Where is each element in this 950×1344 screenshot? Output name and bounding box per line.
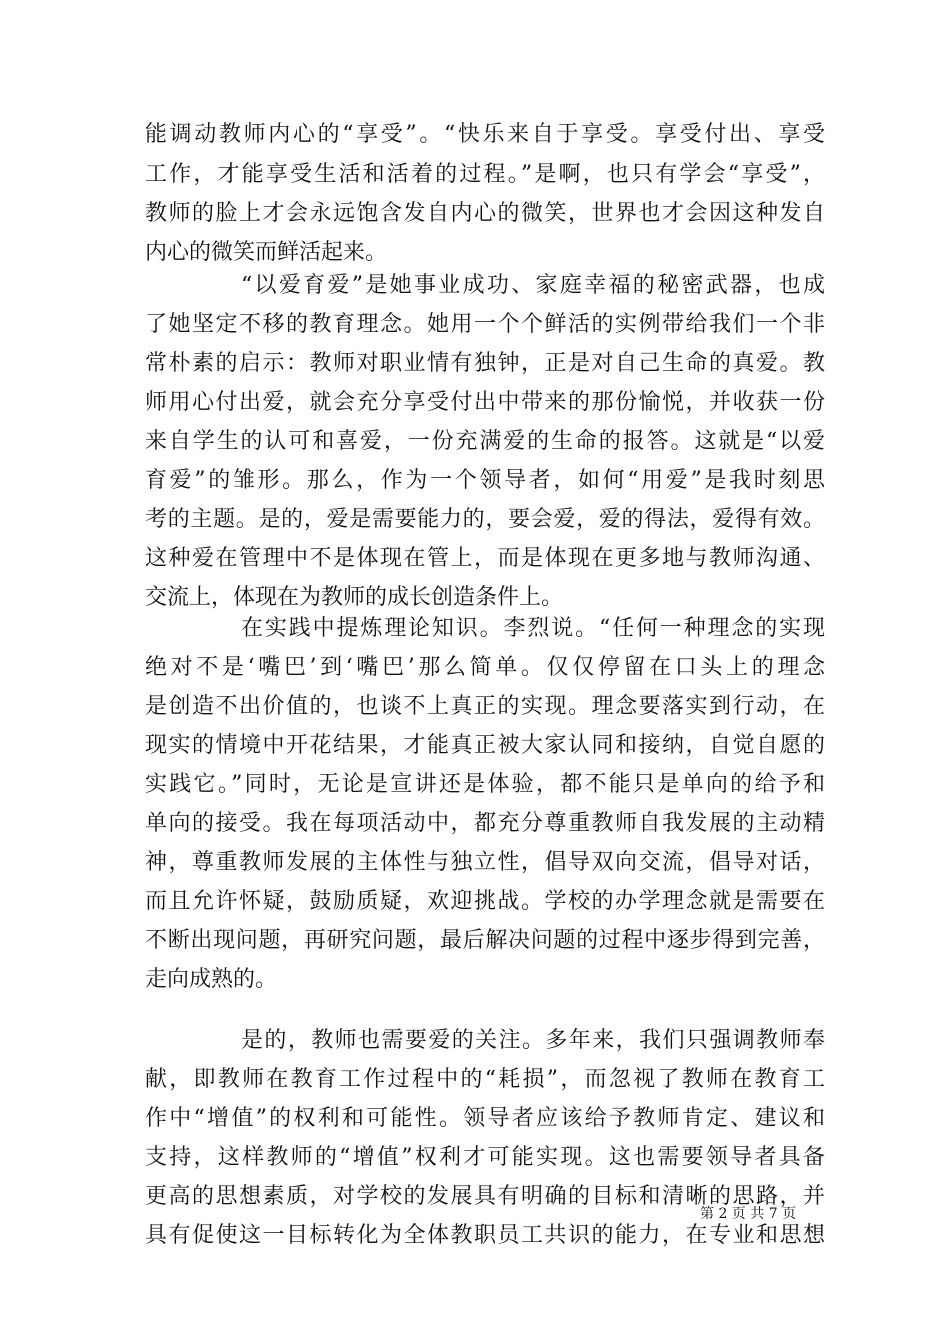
text-line: 献，即教师在教育工作过程中的“耗损”，而忽视了教师在教育工	[145, 1067, 825, 1092]
text-line: 内心的微笑而鲜活起来。	[145, 240, 388, 265]
text-line: 是创造不出价值的，也谈不上真正的实现。理念要落实到行动，在	[145, 694, 825, 719]
text-line: 工作，才能享受生活和活着的过程。”是啊，也只有学会“享受”，	[145, 162, 825, 187]
page-number: 第 2 页 共 7 页	[700, 1206, 797, 1222]
text-line: 具有促使这一目标转化为全体教职员工共识的能力，在专业和思想	[145, 1223, 825, 1248]
text-line: 实践它。”同时，无论是宣讲还是体验，都不能只是单向的给予和	[145, 772, 825, 797]
text-line: 常朴素的启示：教师对职业情有独钟，正是对自己生命的真爱。教	[145, 351, 825, 376]
text-line: 了她坚定不移的教育理念。她用一个个鲜活的实例带给我们一个非	[145, 312, 825, 337]
text-line: 在实践中提炼理论知识。李烈说。“任何一种理念的实现	[241, 616, 825, 641]
text-line: 教师的脸上才会永远饱含发自内心的微笑，世界也才会因这种发自	[145, 201, 825, 226]
text-line: 来自学生的认可和喜爱，一份充满爱的生命的报答。这就是“以爱	[145, 429, 825, 454]
text-line: 更高的思想素质，对学校的发展具有明确的目标和清晰的思路，并	[145, 1184, 825, 1209]
text-line: 育爱”的雏形。那么，作为一个领导者，如何“用爱”是我时刻思	[145, 468, 825, 493]
text-line: 单向的接受。我在每项活动中，都充分尊重教师自我发展的主动精	[145, 811, 825, 836]
text-line: 走向成熟的。	[145, 967, 278, 992]
text-line: 现实的情境中开花结果，才能真正被大家认同和接纳，自觉自愿的	[145, 733, 825, 758]
text-line: 师用心付出爱，就会充分享受付出中带来的那份愉悦，并收获一份	[145, 390, 825, 415]
text-line: 支持，这样教师的“增值”权利才可能实现。这也需要领导者具备	[145, 1145, 825, 1170]
text-line: 是的，教师也需要爱的关注。多年来，我们只强调教师奉	[241, 1028, 825, 1053]
text-line: 神，尊重教师发展的主体性与独立性，倡导双向交流，倡导对话，	[145, 850, 825, 875]
text-line: 考的主题。是的，爱是需要能力的，要会爱，爱的得法，爱得有效。	[145, 507, 825, 532]
text-line: 能调动教师内心的“享受”。“快乐来自于享受。享受付出、享受	[145, 122, 825, 147]
text-line: 而且允许怀疑，鼓励质疑，欢迎挑战。学校的办学理念就是需要在	[145, 889, 825, 914]
text-line: 作中“增值”的权利和可能性。领导者应该给予教师肯定、建议和	[145, 1106, 825, 1131]
text-line: 交流上，体现在为教师的成长创造条件上。	[145, 585, 564, 610]
text-line: 这种爱在管理中不是体现在管上，而是体现在更多地与教师沟通、	[145, 546, 825, 571]
text-line: 绝对不是‘嘴巴’到‘嘴巴’那么简单。仅仅停留在口头上的理念	[145, 655, 825, 680]
text-line: “以爱育爱”是她事业成功、家庭幸福的秘密武器，也成	[241, 273, 825, 298]
text-line: 不断出现问题，再研究问题，最后解决问题的过程中逐步得到完善，	[145, 928, 825, 953]
